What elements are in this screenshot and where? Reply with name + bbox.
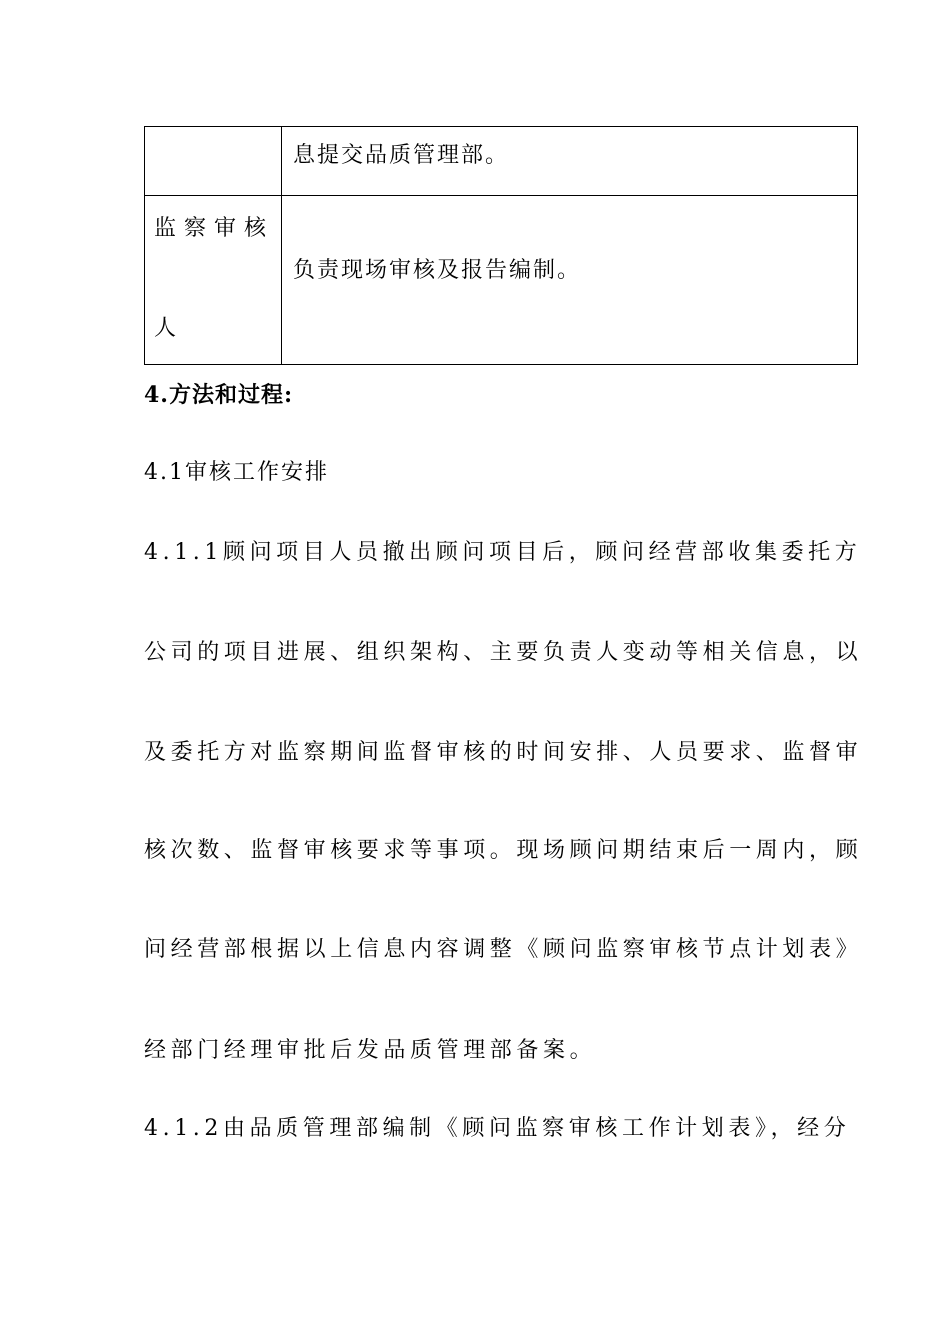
paragraph-line: 问经营部根据以上信息内容调整《顾问监察审核节点计划表》 (144, 937, 863, 962)
table-row (145, 127, 858, 196)
role-cell (145, 196, 282, 365)
subsection-heading: 4.1审核工作安排 (144, 460, 329, 485)
duty-text: 息提交品质管理部。 (293, 143, 510, 168)
duty-cell (282, 196, 858, 365)
paragraph-line: 4.1.1顾问项目人员撤出顾问项目后，顾问经营部收集委托方 (144, 540, 862, 565)
role-cell (145, 127, 282, 196)
role-label-line2: 人 (154, 316, 185, 341)
paragraph-line: 经部门经理审批后发品质管理部备案。 (144, 1038, 597, 1063)
duty-cell (282, 127, 858, 196)
duty-text: 负责现场审核及报告编制。 (293, 258, 582, 283)
paragraph-line: 4.1.2由品质管理部编制《顾问监察审核工作计划表》，经分 (144, 1116, 851, 1141)
role-label-line1: 监察审核 (154, 216, 275, 241)
paragraph-line: 公司的项目进展、组织架构、主要负责人变动等相关信息，以 (144, 640, 863, 665)
paragraph-line: 核次数、监督审核要求等事项。现场顾问期结束后一周内，顾 (144, 838, 863, 863)
paragraph-line: 及委托方对监察期间监督审核的时间安排、人员要求、监督审 (144, 740, 863, 765)
responsibility-table (144, 126, 858, 365)
section-heading: 4.方法和过程: (144, 382, 294, 408)
role-label (145, 196, 276, 352)
table-row (145, 196, 858, 365)
